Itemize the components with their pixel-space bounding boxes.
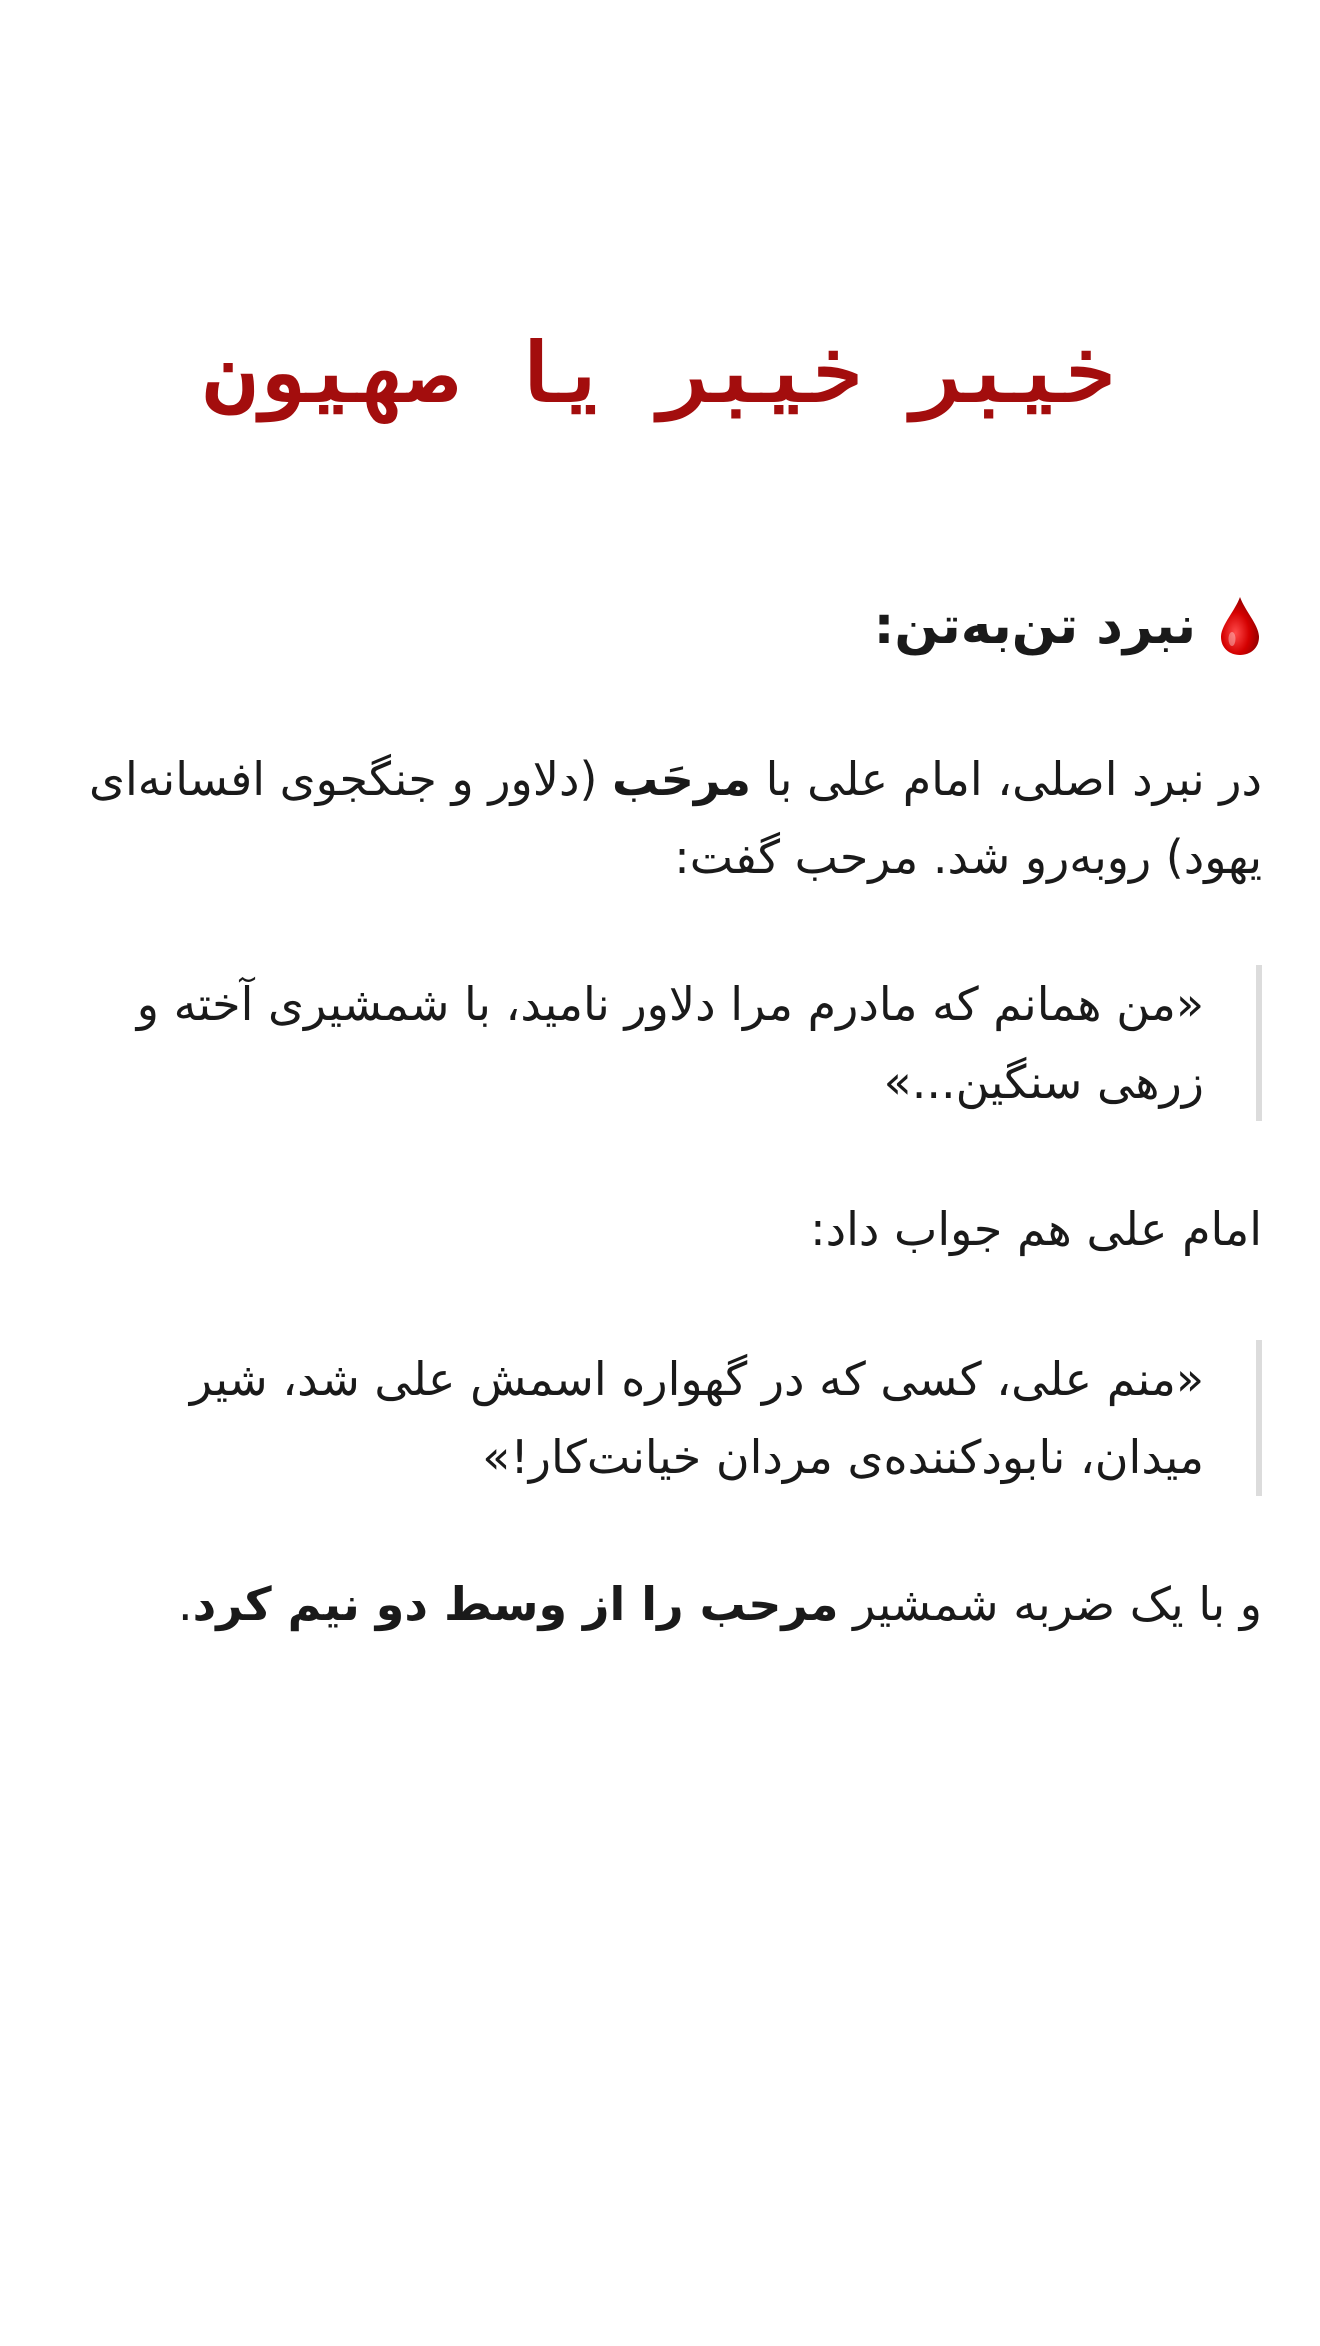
paragraph-reply: امام علی هم جواب داد: bbox=[810, 1202, 1262, 1256]
paragraph-intro-part1: در نبرد اصلی، امام علی با bbox=[751, 752, 1262, 806]
paragraph-conclusion-bold: مرحب را از وسط دو نیم کرد bbox=[192, 1577, 839, 1631]
paragraph-conclusion-part2: . bbox=[177, 1577, 193, 1631]
section-heading-text: نبرد تن‌به‌تن: bbox=[873, 596, 1196, 656]
section-heading bbox=[874, 586, 1262, 666]
quote-ali: «منم علی، کسی که در گهواره اسمش علی شد، شیر میدان، نابودکننده‌ی مردان خیانت‌کار!» bbox=[72, 1340, 1262, 1496]
quote-marhab: «من همانم که مادرم مرا دلاور نامید، با شمشیری آخته و زرهی سنگین...» bbox=[72, 965, 1262, 1121]
paragraph-intro-bold: مرحَب bbox=[612, 752, 751, 806]
paragraph-intro bbox=[72, 740, 1262, 896]
paragraph-conclusion bbox=[72, 1565, 1262, 1643]
blood-drop-icon bbox=[1218, 595, 1262, 657]
paragraph-conclusion-part1: و با یک ضربه شمشیر bbox=[838, 1577, 1262, 1631]
paragraph-intro-part2: (دلاور و جنگجوی افسانه‌ای یهود) روبه‌رو شد. مرحب گفت: bbox=[88, 752, 1262, 884]
page-title: خیبر خیبر یا صهیون bbox=[204, 324, 1116, 422]
